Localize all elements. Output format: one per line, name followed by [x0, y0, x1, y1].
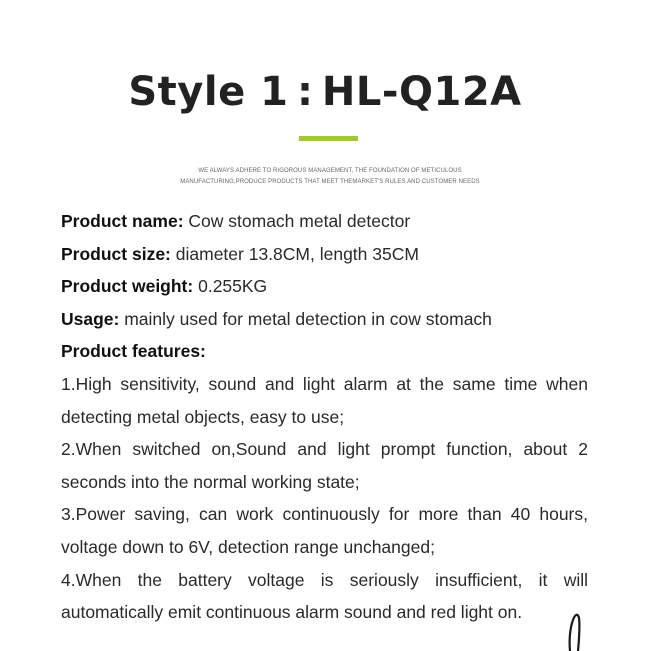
spec-value-weight: 0.255KG	[198, 276, 268, 297]
spec-row-weight	[61, 270, 588, 303]
spec-value-size: diameter 13.8CM, length 35CM	[175, 243, 419, 264]
spec-label-usage: Usage:	[61, 308, 120, 329]
product-specs	[61, 205, 588, 629]
spec-label-weight: Product weight:	[61, 276, 194, 297]
spec-label-name: Product name:	[61, 211, 184, 231]
spec-label-features: Product features:	[61, 341, 206, 362]
spec-value-usage: mainly used for metal detection in cow stomach	[124, 308, 492, 329]
feature-item-4: 4.When the battery voltage is seriously insufficient, it will automatically emit continuous alarm sound and red light on.	[61, 569, 588, 623]
tagline-line-1: WE ALWAYS ADHERE TO RIGOROUS MANAGEMENT, THE FOUNDATION OF METICULOUS	[198, 168, 462, 174]
tagline	[140, 166, 520, 188]
spec-row-usage	[61, 303, 588, 336]
spec-row-size	[61, 238, 588, 271]
page-title: Style 1 : HL-Q12A	[128, 69, 522, 115]
detector-cable-image	[560, 610, 590, 651]
feature-item-3: 3.Power saving, can work continuously for more than 40 hours, voltage down to 6V, detection range unchanged;	[61, 504, 588, 557]
feature-item-1: 1.High sensitivity, sound and light alarm at the same time when detecting metal objects, easy to use;	[61, 373, 588, 427]
spec-row-name	[61, 205, 588, 238]
spec-row-features	[61, 335, 588, 368]
title-accent-bar	[299, 136, 358, 141]
feature-item-2: 2.When switched on,Sound and light prompt function, about 2 seconds into the normal working state;	[61, 439, 588, 492]
tagline-line-2: MANUFACTURING,PRODUCE PRODUCTS THAT MEET THEMARKET'S RULES AND CUSTOMER NEEDS	[180, 179, 480, 185]
spec-label-size: Product size:	[61, 243, 171, 264]
spec-value-name: Cow stomach metal detector	[188, 211, 411, 231]
